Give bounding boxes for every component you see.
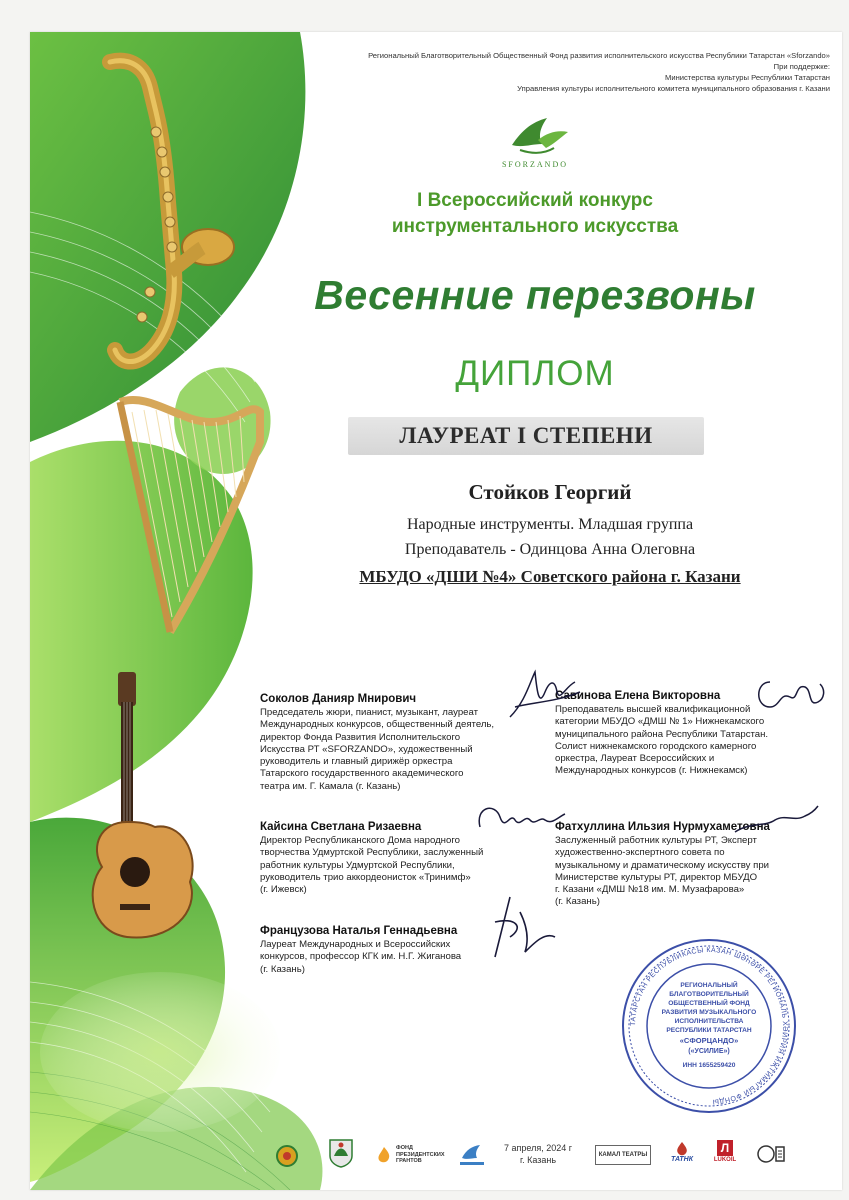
jury-desc-line: директор Фонда Развития Исполнительского (260, 731, 461, 743)
support-ministry: Министерства культуры Республики Татарстан (665, 73, 830, 82)
sforzando-small-logo (458, 1142, 486, 1168)
jury-desc-line: Солист нижнекамского городского камерного (555, 740, 757, 752)
kazan-emblem-icon (328, 1138, 354, 1168)
music-school-icon (756, 1142, 786, 1166)
stamp-line: РАЗВИТИЯ МУЗЫКАЛЬНОГО (661, 1009, 757, 1016)
school-line: МБУДО «ДШИ №4» Советского района г. Казани (359, 567, 741, 586)
jury-desc-line: Лауреат Международных и Всероссийских (260, 939, 451, 950)
teacher-line: Преподаватель - Одинцова Анна Олеговна (404, 541, 696, 558)
organization-stamp (620, 937, 798, 1115)
grant-fund-label: ФОНД ПРЕЗИДЕНТСКИХ ГРАНТОВ (396, 1145, 445, 1165)
tatnk-label: ТАТНК (671, 1156, 693, 1163)
laureate-name: Стойков Георгий (468, 480, 632, 504)
organizer-header (270, 50, 830, 94)
stamp-line: ИСПОЛНИТЕЛЬСТВА (674, 1018, 744, 1025)
jury-desc-line: Международных конкурсов, общественный деятель, (260, 719, 495, 731)
jury-desc-line: категории МБУДО «ДМШ № 1» Нижнекамского (555, 716, 765, 728)
svg-text:ТАТАРСТАН РЕСПУБЛИКАСЫ КАЗАН Ш (630, 947, 790, 1105)
jury-desc-line: Заслуженный работник культуры РТ, Эксперт (555, 835, 757, 846)
diploma-city: г. Казань (519, 1155, 557, 1165)
contest-title-line1: I Всероссийский конкурс (417, 190, 653, 211)
jury-name: Савинова Елена Викторовна (555, 690, 721, 702)
stamp-line: «СФОРЦАНДО» (679, 1036, 739, 1045)
date-block (498, 1142, 578, 1166)
logo-caption: SFORZANDO (501, 160, 568, 169)
signature-kaysina (470, 792, 570, 842)
jury-desc-line: оркестра, Лауреат Всероссийских и (555, 753, 715, 765)
signature-savinova (750, 672, 830, 722)
lukoil-logo (710, 1140, 740, 1168)
jury-desc-line: руководитель трио аккордеонисток «Тринимф» (260, 871, 471, 883)
jury-name: Французова Наталья Геннадьевна (260, 925, 458, 937)
signature-frantsuzova (480, 892, 560, 962)
jury-desc-line: (г. Ижевск) (260, 884, 307, 896)
jury-desc-line: (г. Казань) (555, 896, 600, 908)
tatarstan-emblem-icon (275, 1144, 299, 1168)
jury-desc-line: театра им. Г. Камала (г. Казань) (260, 780, 401, 792)
stamp-line: БЛАГОТВОРИТЕЛЬНЫЙ (669, 991, 749, 998)
contest-title-line2: инструментального искусства (391, 216, 679, 237)
stamp-line: («УСИЛИЕ») (688, 1048, 730, 1055)
jury-desc-line: Международных конкурсов (г. Нижнекамск) (555, 765, 748, 777)
signature-sokolov (505, 662, 585, 732)
degree-badge (348, 417, 704, 455)
support-department: Управления культуры исполнительного комитета муниципального образования г. Казани (517, 84, 830, 93)
jury-desc-line: Директор Республиканского Дома народного (260, 835, 460, 846)
degree-text: ЛАУРЕАТ I СТЕПЕНИ (399, 423, 653, 448)
diploma-date: 7 апреля, 2024 г (503, 1143, 573, 1153)
grant-flame-icon (375, 1146, 393, 1164)
organizer-line: Региональный Благотворительный Общественный Фонд развития исполнительского искусства Республики Татарстан «Sforzando» (368, 51, 830, 60)
signature-fatkhullina (730, 802, 820, 842)
jury-name: Кайсина Светлана Ризаевна (260, 821, 422, 833)
jury-desc-line: г. Казани «ДМШ №18 им. М. Музафарова» (555, 884, 745, 896)
jury-desc-line: муниципального района Республики Татарстан. (555, 728, 769, 740)
contest-title (330, 188, 740, 240)
diploma-sheet (30, 32, 842, 1190)
lukoil-icon: Л (717, 1140, 733, 1156)
stamp-line: ОБЩЕСТВЕННЫЙ ФОНД (668, 1000, 750, 1007)
jury-desc-line: Искусства РТ «SFORZANDO», художественный (260, 743, 473, 755)
jury-name: Соколов Данияр Мнирович (260, 693, 417, 705)
stamp-line: РЕГИОНАЛЬНЫЙ (680, 982, 738, 989)
tatnk-logo (665, 1142, 699, 1166)
jury-desc-line: (г. Казань) (260, 963, 305, 975)
kamal-theatre-logo (595, 1145, 651, 1165)
jury-desc-line: Преподаватель высшей квалификационной (555, 704, 751, 715)
presidential-grants-logo (375, 1142, 455, 1168)
jury-desc-line: художественно-экспертного совета по (555, 847, 725, 859)
jury-desc-line: Министерстве культуры РТ, директор МБУДО (555, 871, 758, 883)
jury-desc-line: работник культуры Удмуртской Республики, (260, 859, 455, 871)
stamp-ring-text: ТАТАРСТАН РЕСПУБЛИКАСЫ КАЗАН ШӘҺӘРЕ РЕГИОНАЛЬ ХӘЙРИЯ ИҖТИМАГЫЙ ФОНДЫ (629, 946, 789, 1105)
kamal-theatre-label: КАМАЛ ТЕАТРЫ (598, 1152, 648, 1158)
jury-desc-line: музыкальному и драматическому искусству при (555, 859, 770, 871)
stamp-line: РЕСПУБЛИКИ ТАТАРСТАН (666, 1027, 752, 1034)
stamp-inn: ИНН 1655259420 (682, 1062, 736, 1069)
jury-name: Фатхуллина Ильзия Нурмухаметовна (555, 821, 770, 833)
contest-name: Весенние перезвоны (314, 272, 756, 318)
diploma-heading: ДИПЛОМ (455, 354, 615, 393)
jury-desc-line: руководитель и главный дирижёр оркестра (260, 756, 453, 768)
jury-desc-line: Татарского государственного академического (260, 768, 464, 780)
jury-desc-line: творчества Удмуртской Республики, заслуженный (260, 847, 484, 859)
lukoil-label: LUKOIL (713, 1157, 737, 1163)
support-label: При поддержке: (773, 62, 830, 71)
jury-desc-line: конкурсов, профессор КГК им. Н.Г. Жиганова (260, 951, 462, 963)
category-line: Народные инструменты. Младшая группа (406, 516, 694, 533)
jury-desc-line: Председатель жюри, пианист, музыкант, лауреат (260, 707, 479, 718)
tatnk-drop-icon (674, 1142, 690, 1156)
